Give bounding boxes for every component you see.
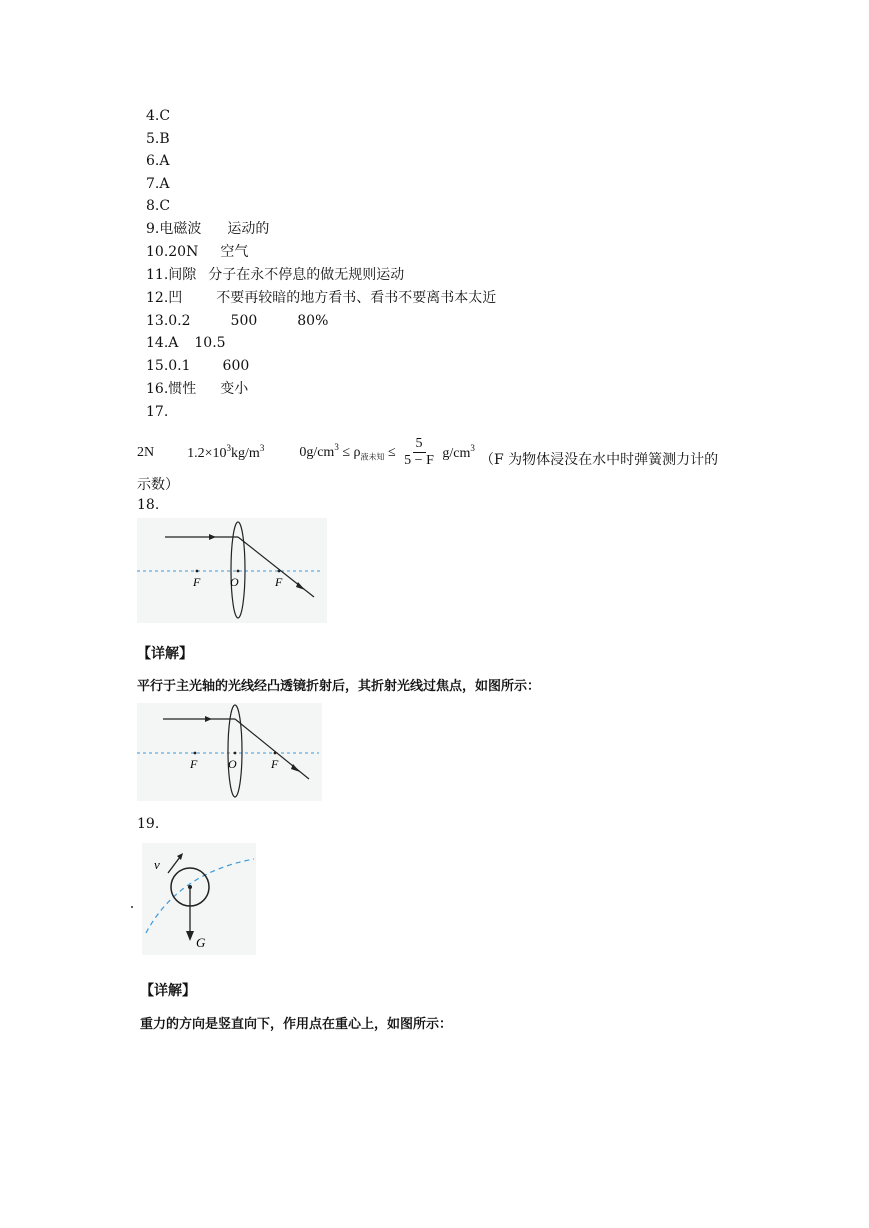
q18-lens-diagram-detail [137,703,322,801]
answer-7: 7.A [146,176,170,192]
answer-14 [146,333,226,353]
answer-4: 4.C [146,108,171,124]
answer-14-b: 10.5 [194,335,226,351]
q17-f1: 2N [137,444,155,460]
q18d-optical-center [234,752,237,755]
q19-dot-mark [131,906,133,908]
answer-13 [146,311,328,331]
q17-note: （F 为物体浸没在水中时弹簧测力计的 [480,452,719,468]
answer-12-b: 不要再较暗的地方看书、看书不要离书本太近 [216,290,497,306]
q18-lens-diagram [137,518,327,623]
answer-12 [146,288,496,308]
q17-fraction: $\frac{5}{5 - F}$ [404,436,434,468]
answer-9-a: 9.电磁波 [146,221,202,237]
answer-5: 5.B [146,131,170,147]
answer-11 [146,265,404,285]
answer-6: 6.A [146,153,170,169]
answer-8: 8.C [146,198,171,214]
q18-focal-point-left [196,570,199,573]
q18-label: 18. [137,497,160,513]
q17-f2: $1.2\times 10^3kg/m^3$ [187,443,265,461]
q17-f3-unit: $g/cm^3$ [442,443,475,461]
q19-label-g: G [196,935,206,950]
q18-label-f-right: F [275,575,283,589]
q17-note-cont: 示数） [137,477,179,493]
answer-10-b: 空气 [220,244,249,260]
answer-13-a: 13.0.2 [146,313,191,329]
q18d-label-f-left: F [190,757,198,771]
q18-detail-title: 【详解】 [137,646,193,662]
answer-16-b: 变小 [220,381,249,397]
answer-10 [146,242,248,262]
answer-13-b: 500 [230,313,258,329]
q18-optical-center [237,570,240,573]
answer-11-a: 11.间隙 [146,267,197,283]
answer-15 [146,356,249,376]
answer-11-b: 分子在永不停息的做无规则运动 [208,267,405,283]
answer-16-a: 16.惯性 [146,381,197,397]
answer-9 [146,219,269,239]
q18d-focal-point-left [194,752,197,755]
answer-17-label: 17. [146,404,169,420]
q18-label-o: O [230,575,239,589]
q18-focal-point-right [278,570,281,573]
answer-12-a: 12.凹 [146,290,183,306]
q18-label-f-left: F [193,575,201,589]
answer-15-b: 600 [222,358,250,374]
answer-10-a: 10.20N [146,244,199,260]
q18-background [137,518,327,623]
q18d-label-f-right: F [271,757,279,771]
answer-14-a: 14.A [146,335,179,351]
q17-f3: $0g/cm^3 \le \rho_{液未知}$ ≤ [299,442,396,462]
q19-gravity-diagram [128,843,258,955]
q18d-label-o: O [228,757,237,771]
answer-16 [146,379,248,399]
answer-13-c: 80% [297,313,329,329]
answer-9-b: 运动的 [227,221,270,237]
q19-label-v: v [154,857,160,872]
q17-formula [137,436,475,469]
q19-detail-text: 重力的方向是竖直向下，作用点在重心上，如图所示： [140,1017,453,1032]
q18d-background [137,703,322,801]
q18-detail-text: 平行于主光轴的光线经凸透镜折射后，其折射光线过焦点，如图所示： [137,679,541,694]
q19-label: 19. [137,816,160,832]
answer-15-a: 15.0.1 [146,358,191,374]
q18d-focal-point-right [274,752,277,755]
q19-detail-title: 【详解】 [140,983,196,999]
